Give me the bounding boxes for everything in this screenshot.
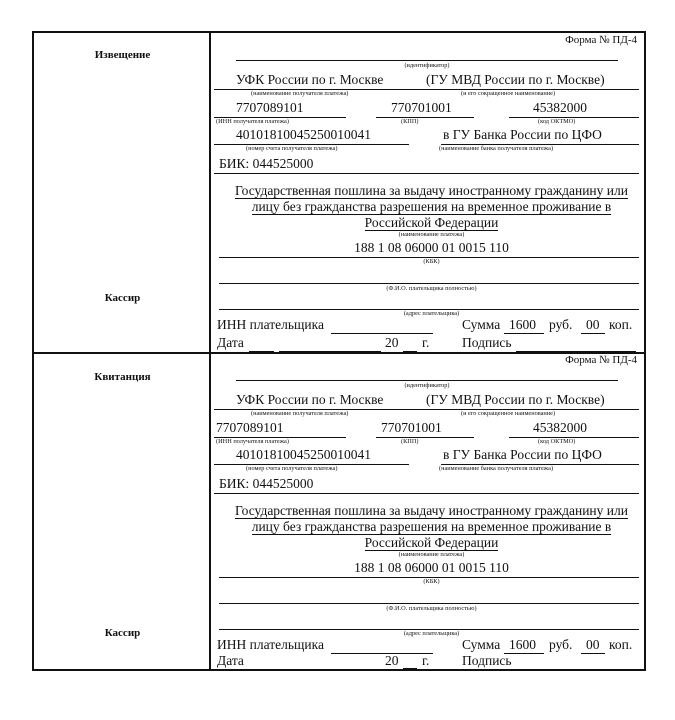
payer-inn-label: ИНН плательщика	[217, 637, 324, 652]
payer-inn-field[interactable]	[331, 333, 433, 334]
kop-label: коп.	[609, 637, 633, 652]
kbk-code[interactable]: 188 1 08 06000 01 0015 110	[354, 560, 509, 575]
identifier-caption: (идентификатор)	[404, 382, 450, 389]
year-suffix: г.	[422, 653, 430, 668]
form-number: Форма № ПД-4	[565, 354, 637, 366]
year-prefix: 20	[385, 653, 399, 668]
recipient-short-caption: (и его сокращенное наименование)	[461, 90, 556, 97]
receipt-body	[211, 352, 644, 669]
kpp-caption: (КПП)	[401, 438, 419, 445]
identifier-line	[236, 380, 618, 381]
payer-name-field[interactable]	[219, 283, 639, 284]
recipient-account[interactable]: 40101810045250010041	[236, 447, 371, 462]
kpp-line	[376, 117, 474, 118]
recipient-kpp[interactable]: 770701001	[391, 100, 452, 115]
sum-kopecks[interactable]: 00	[586, 317, 600, 332]
recipient-name[interactable]: УФК России по г. Москве	[236, 72, 384, 87]
sum-rubles[interactable]: 1600	[509, 637, 536, 652]
payer-inn-label: ИНН плательщика	[217, 317, 324, 332]
recipient-account[interactable]: 40101810045250010041	[236, 127, 371, 142]
signature-label: Подпись	[462, 335, 512, 350]
recipient-short-caption: (и его сокращенное наименование)	[461, 410, 556, 417]
cashier-label: Кассир	[104, 292, 141, 304]
section-title: Извещение	[94, 49, 151, 61]
sum-label: Сумма	[462, 317, 501, 332]
recipient-oktmo[interactable]: 45382000	[533, 100, 587, 115]
recipient-oktmo[interactable]: 45382000	[533, 420, 587, 435]
recipient-inn[interactable]: 7707089101	[236, 100, 304, 115]
notice-body	[211, 33, 644, 352]
inn-caption: (ИНН получателя платежа)	[216, 438, 289, 445]
kbk-caption: (КБК)	[423, 258, 440, 265]
rub-label: руб.	[549, 317, 573, 332]
identifier-line	[236, 60, 618, 61]
receipt-left-column	[34, 352, 211, 669]
bik-line	[214, 173, 639, 174]
rub-label: руб.	[549, 637, 573, 652]
payment-purpose[interactable]	[224, 183, 639, 231]
recipient-short-name[interactable]: (ГУ МВД России по г. Москве)	[426, 392, 605, 407]
date-label: Дата	[217, 335, 244, 350]
recipient-caption: (наименование получателя платежа)	[251, 90, 349, 97]
kop-label: коп.	[609, 317, 633, 332]
payment-purpose-text: Государственная пошлина за выдачу иностранному гражданину или лицу без гражданства разрешения на временное проживание в Российской Федерации	[235, 503, 628, 550]
sum-rubles[interactable]: 1600	[509, 317, 536, 332]
bank-caption: (наименование банка получателя платежа)	[439, 465, 554, 472]
recipient-inn[interactable]: 7707089101	[216, 420, 284, 435]
kpp-caption: (КПП)	[401, 118, 419, 125]
notice-left-column	[34, 33, 211, 352]
sum-kopecks-line	[581, 653, 605, 654]
recipient-short-name[interactable]: (ГУ МВД России по г. Москве)	[426, 72, 605, 87]
oktmo-caption: (код ОКТМО)	[538, 438, 576, 445]
sum-rubles-line	[504, 333, 544, 334]
purpose-caption: (наименование платежа)	[398, 231, 465, 238]
recipient-bank[interactable]: в ГУ Банка России по ЦФО	[443, 447, 602, 462]
receipt-section	[34, 352, 644, 669]
year-suffix: г.	[422, 335, 430, 350]
date-label: Дата	[217, 653, 244, 668]
identifier-caption: (идентификатор)	[404, 62, 450, 69]
sum-kopecks[interactable]: 00	[586, 637, 600, 652]
payer-address-caption: (адрес плательщика)	[403, 630, 460, 637]
payer-name-field[interactable]	[219, 603, 639, 604]
cashier-label: Кассир	[104, 627, 141, 639]
oktmo-caption: (код ОКТМО)	[538, 118, 576, 125]
payment-purpose[interactable]	[224, 503, 639, 551]
inn-caption: (ИНН получателя платежа)	[216, 118, 289, 125]
sum-label: Сумма	[462, 637, 501, 652]
bank-bik[interactable]: БИК: 044525000	[219, 476, 314, 491]
payer-inn-field[interactable]	[331, 653, 433, 654]
section-title: Квитанция	[94, 371, 151, 383]
sum-kopecks-line	[581, 333, 605, 334]
account-caption: (номер счета получателя платежа)	[246, 145, 338, 152]
bank-caption: (наименование банка получателя платежа)	[439, 145, 554, 152]
payer-name-caption: (Ф.И.О. плательщика полностью)	[386, 605, 477, 612]
date-year-field[interactable]	[403, 668, 417, 669]
payment-purpose-text: Государственная пошлина за выдачу иностранному гражданину или лицу без гражданства разрешения на временное проживание в Российской Федерации	[235, 183, 628, 230]
bik-line	[214, 493, 639, 494]
recipient-kpp[interactable]: 770701001	[381, 420, 442, 435]
recipient-name[interactable]: УФК России по г. Москве	[236, 392, 384, 407]
purpose-caption: (наименование платежа)	[398, 551, 465, 558]
form-number: Форма № ПД-4	[565, 34, 637, 46]
kpp-line	[376, 437, 474, 438]
kbk-code[interactable]: 188 1 08 06000 01 0015 110	[354, 240, 509, 255]
signature-label: Подпись	[462, 653, 512, 668]
bank-bik[interactable]: БИК: 044525000	[219, 156, 314, 171]
year-prefix: 20	[385, 335, 399, 350]
recipient-caption: (наименование получателя платежа)	[251, 410, 349, 417]
payer-address-caption: (адрес плательщика)	[403, 310, 460, 317]
kbk-caption: (КБК)	[423, 578, 440, 585]
recipient-bank[interactable]: в ГУ Банка России по ЦФО	[443, 127, 602, 142]
notice-section	[34, 33, 644, 354]
account-caption: (номер счета получателя платежа)	[246, 465, 338, 472]
payer-name-caption: (Ф.И.О. плательщика полностью)	[386, 285, 477, 292]
payment-form-pd4	[32, 31, 646, 671]
